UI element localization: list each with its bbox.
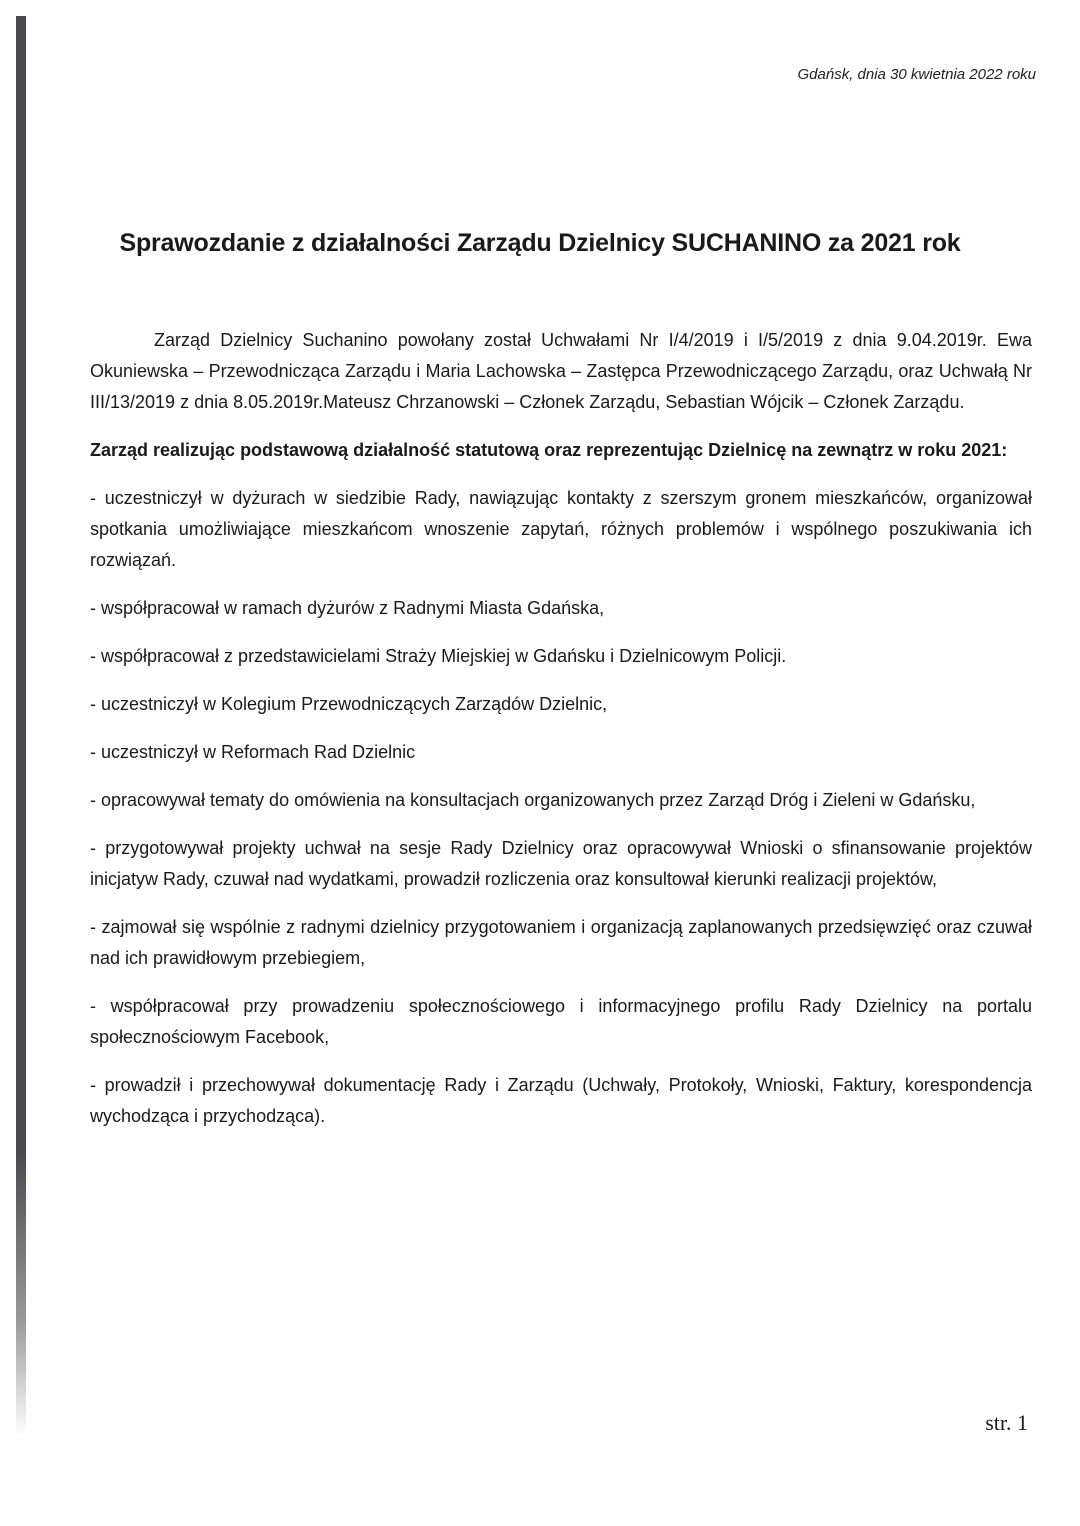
page-number: str. 1 bbox=[985, 1410, 1028, 1435]
list-item: - współpracował przy prowadzeniu społecznościowego i informacyjnego profilu Rady Dzielnicy na portalu społecznościowym Facebook, bbox=[90, 996, 1032, 1047]
list-item: - uczestniczył w Kolegium Przewodniczących Zarządów Dzielnic, bbox=[90, 694, 608, 714]
list-item: - współpracował z przedstawicielami Straży Miejskiej w Gdańsku i Dzielnicowym Policji. bbox=[90, 646, 787, 666]
document-title: Sprawozdanie z działalności Zarządu Dzielnicy SUCHANINO za 2021 rok bbox=[119, 228, 961, 257]
list-item: - przygotowywał projekty uchwał na sesje Rady Dzielnicy oraz opracowywał Wnioski o sfinansowanie projektów inicjatyw Rady, czuwał nad wydatkami, prowadził rozliczenia oraz konsultował kierunki realizacji projektów, bbox=[90, 838, 1032, 889]
list-item: - uczestniczył w dyżurach w siedzibie Rady, nawiązując kontakty z szerszym gronem mieszkańców, organizował spotkania umożliwiające mieszkańcom wnoszenie zapytań, różnych problemów i wspólnego poszukiwania ich rozwiązań. bbox=[90, 488, 1032, 570]
list-item: - prowadził i przechowywał dokumentację Rady i Zarządu (Uchwały, Protokoły, Wnioski, Faktury, korespondencja wychodząca i przychodząca). bbox=[90, 1075, 1032, 1126]
date-line: Gdańsk, dnia 30 kwietnia 2022 roku bbox=[797, 66, 1036, 83]
document-body bbox=[90, 325, 1032, 1149]
list-item: - uczestniczył w Reformach Rad Dzielnic bbox=[90, 742, 416, 762]
intro-paragraph: Zarząd Dzielnicy Suchanino powołany został Uchwałami Nr I/4/2019 i I/5/2019 z dnia 9.04.2019r. Ewa Okuniewska – Przewodnicząca Zarządu i Maria Lachowska – Zastępca Przewodniczącego Zarządu, oraz Uchwałą Nr III/13/2019 z dnia 8.05.2019r.Mateusz Chrzanowski – Członek Zarządu, Sebastian Wójcik – Członek Zarządu. bbox=[90, 330, 1032, 412]
section-heading: Zarząd realizując podstawową działalność statutową oraz reprezentując Dzielnicę na zewnątrz w roku 2021: bbox=[90, 440, 1008, 460]
list-item: - współpracował w ramach dyżurów z Radnymi Miasta Gdańska, bbox=[90, 598, 605, 618]
list-item: - opracowywał tematy do omówienia na konsultacjach organizowanych przez Zarząd Dróg i Zieleni w Gdańsku, bbox=[90, 790, 976, 810]
list-item: - zajmował się wspólnie z radnymi dzielnicy przygotowaniem i organizacją zaplanowanych przedsięwzięć oraz czuwał nad ich prawidłowym przebiegiem, bbox=[90, 917, 1032, 968]
